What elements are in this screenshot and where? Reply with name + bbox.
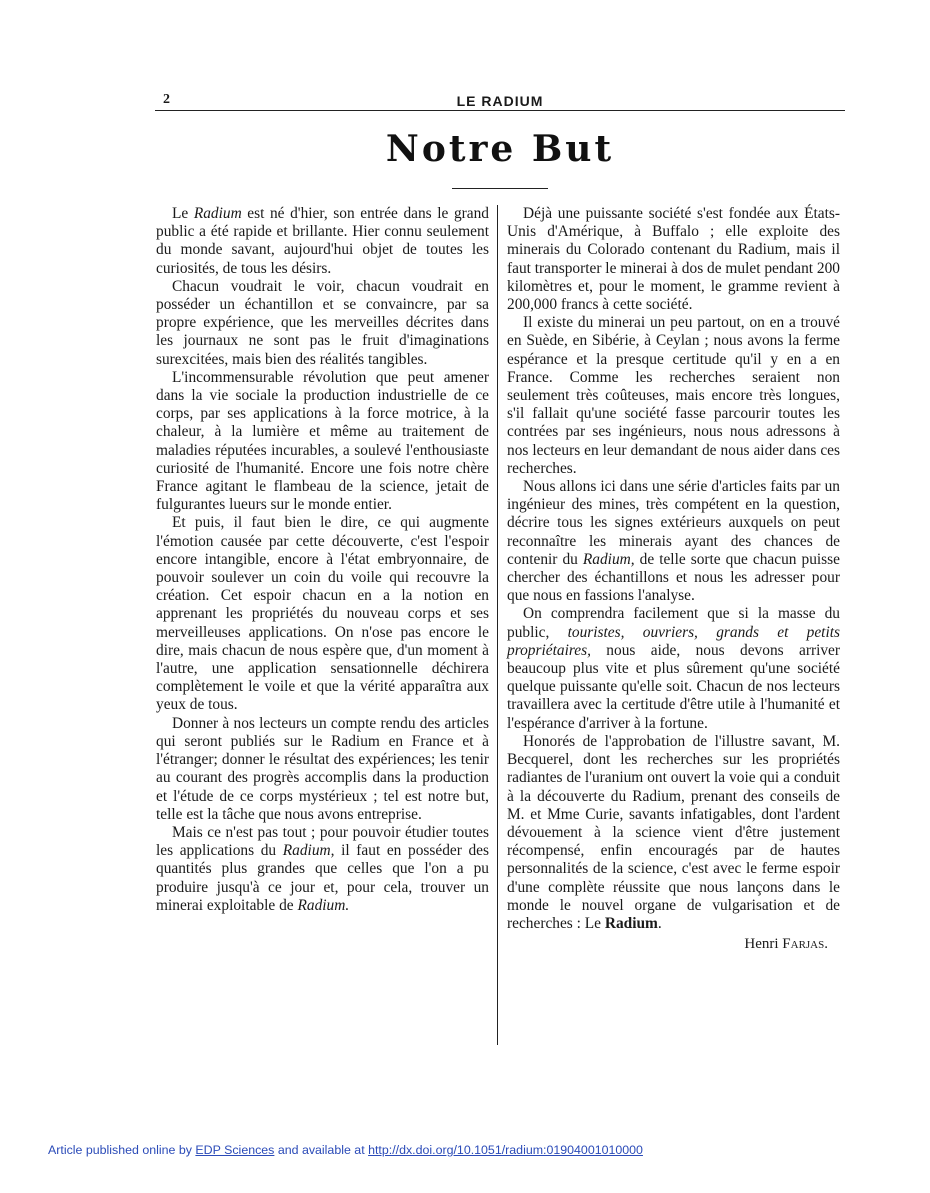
footer-middle: and available at <box>274 1143 369 1157</box>
paragraph <box>156 715 489 824</box>
article-title: Notre But <box>385 128 615 170</box>
bold-text: Radium <box>604 914 658 932</box>
paragraph <box>156 824 489 915</box>
paragraph-text: Le <box>172 205 194 222</box>
paragraph-text: Il existe du minerai un peu partout, on en a trouvé en Suède, en Sibérie, à Ceylan ; nous avons la ferme espérance et la presque certitude qu'il y en a en France. Comme les recherches seraient non seulement très coûteuses, mais encore très longues, s'il fallait qu'une société fasse parcourir toutes les contrées par ses ingénieurs, nous nous adressons à nos lecteurs en leur demandant de nous aider dans ces recherches. <box>507 314 840 477</box>
page-number: 2 <box>163 92 170 107</box>
italic-text: touristes, ouvriers, grands et petits propriétaires, <box>507 623 840 659</box>
paragraph-text: Nous allons ici dans une série d'articles faits par un ingénieur des mines, très compétent en la question, décrire tous les signes extérieurs auxquels on peut reconnaître les minerais ayant des chances de contenir du <box>507 478 840 568</box>
publisher-link[interactable]: EDP Sciences <box>195 1143 275 1157</box>
author-signature <box>507 935 840 953</box>
left-column <box>156 205 489 915</box>
paragraph-text: Déjà une puissante société s'est fondée aux États-Unis d'Amérique, à Buffalo ; elle exploite des minerais du Colorado contenant du Radium, mais il faut transporter le minerai à dos de mulet pendant 200 kilomètres et, pour le moment, le gramme revient à 200,000 francs à cette société. <box>507 205 840 314</box>
italic-text: Radium. <box>297 896 350 914</box>
paragraph-text: Mais ce n'est pas tout ; pour pouvoir étudier toutes les applications du <box>156 823 489 860</box>
journal-title: LE RADIUM <box>456 93 544 109</box>
paragraph-text: Honorés de l'approbation de l'illustre savant, M. Becquerel, dont les recherches sur les propriétés radiantes de l'uranium ont ouvert la voie qui a conduit à la découverte du Radium, prenant des conseils de M. et Mme Curie, savants infatigables, dont l'ardent dévouement à la science vient d'être justement récompensé, enfin encouragés par de hautes personnalités de la science, c'est avec le ferme espoir d'une complète réussite que nous lançons dans le monde le nouvel organe de vulgarisation et de recherches : Le <box>507 732 840 932</box>
paragraph-text: Donner à nos lecteurs un compte rendu des articles qui seront publiés sur le Radium en France et à l'étranger; donner le résultat des expériences; les tenir au courant des progrès accomplis dans la production et l'étude de ce corps mystérieux ; tel est notre but, telle est la tâche que nous avons entreprise. <box>156 714 489 823</box>
paragraph <box>156 278 489 369</box>
paragraph <box>507 205 840 314</box>
paragraph <box>156 369 489 515</box>
paragraph <box>507 314 840 478</box>
author-last-name: Farjas. <box>782 936 828 953</box>
paragraph-text: il faut en posséder des quantités plus grandes que celles que l'on a pu produire jusqu'à ce jour et, pour cela, trouver un minerai exploitable de <box>156 842 489 914</box>
italic-text: Radium <box>193 205 242 222</box>
footer-prefix: Article published online by <box>48 1143 196 1157</box>
paragraph-text: Et puis, il faut bien le dire, ce qui augmente l'émotion causée par cette découverte, c'est l'espoir encore intangible, encore à l'état embryonnaire, de pouvoir soulever un coin du voile qui recouvre la création. Cet espoir chacun en a la notion en apprenant les propriétés du nouveau corps et ses merveilleuses applications. On n'ose pas encore le dire, mais chacun de nous espère que, d'un moment à l'autre, une application sensationnelle déchirera complètement le voile et que la vérité apparaîtra aux yeux de tous. <box>156 514 489 714</box>
header-rule <box>155 110 845 111</box>
paragraph-text: nous aide, nous devons arriver beaucoup plus vite et plus sûrement qu'une société quelque puissante qu'elle soit. Chacun de nos lecteurs travaillera avec la certitude d'être utile à l'humanité et l'espérance d'arriver à la fortune. <box>507 641 840 732</box>
paragraph-text: . <box>657 914 662 932</box>
doi-link[interactable]: http://dx.doi.org/10.1051/radium:01904001010000 <box>368 1143 643 1157</box>
paragraph <box>507 605 840 732</box>
paragraph-text: L'incommensurable révolution que peut amener dans la vie sociale la production industrielle de ce corps, par ses applications à la force motrice, à la chaleur, à la lumière et même au traitement de maladies réputées incurables, a soulevé l'enthousiaste curiosité de l'humanité. Encore une fois notre chère France agitant le flambeau de la science, jetait de fulgurantes lueurs sur le monde entier. <box>156 368 489 514</box>
title-rule <box>452 188 548 189</box>
paragraph <box>156 514 489 714</box>
paragraph-text: de telle sorte que chacun puisse chercher des échantillons et nous les adresser pour que nous en fassions l'analyse. <box>507 550 840 605</box>
paragraph <box>507 478 840 605</box>
column-divider <box>497 205 498 1045</box>
paragraph <box>156 205 489 278</box>
author-first-name: Henri <box>744 936 779 953</box>
paragraph <box>507 733 840 933</box>
right-column <box>507 205 840 953</box>
italic-text: Radium, <box>582 550 635 568</box>
paragraph-text: Chacun voudrait le voir, chacun voudrait en posséder un échantillon et se convaincre, par sa propre expérience, que les merveilles décrites dans les journaux ne sont pas le fruit d'imaginations surexcitées, mais bien des réalités tangibles. <box>156 277 489 368</box>
paragraph-text: est né d'hier, son entrée dans le grand public a été rapide et brillante. Hier connu seulement du monde savant, aujourd'hui objet de toutes les curiosités, de tous les désirs. <box>156 205 489 277</box>
paragraph-text: On comprendra facilement que si la masse du public, <box>507 605 840 641</box>
footer-citation <box>48 1143 643 1157</box>
italic-text: Radium, <box>282 842 335 860</box>
